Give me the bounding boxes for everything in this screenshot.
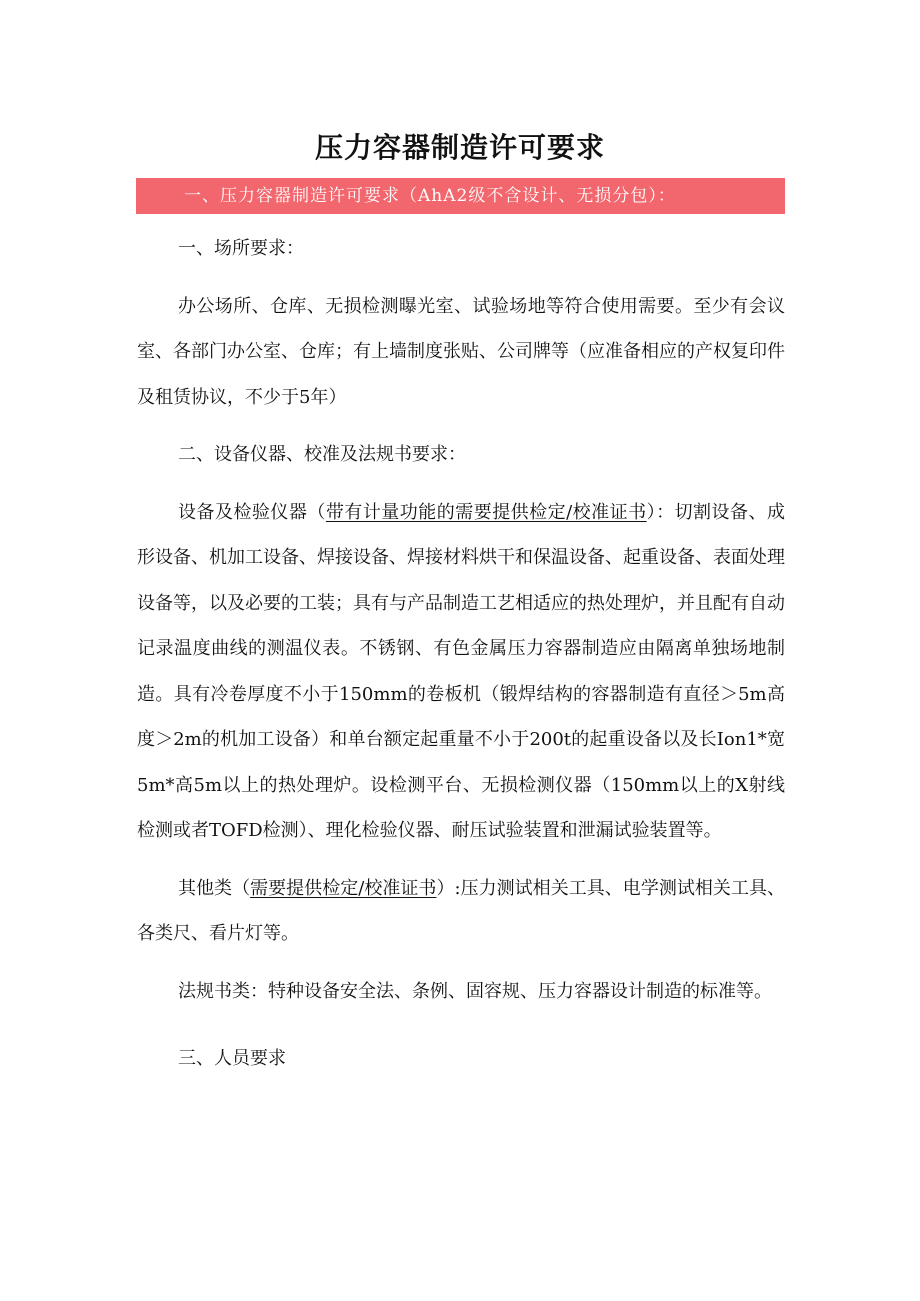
other-lead: 其他类（ (178, 877, 251, 899)
equipment-details: ）：切割设备、成形设备、机加工设备、焊接设备、焊接材料烘干和保温设备、起重设备、表面处理设备等，以及必要的工装；具有与产品制造工艺相适应的热处理炉，并且配有自动记录温度曲线的测温仪表。不锈钢、有色金属压力容器制造应由隔离单独场地制造。具有冷卷厚度不小于150mm的卷板机（锻焊结构的容器制造有直径＞5m高度＞2m的机加工设备）和单台额定起重量不小于200t的起重设备以及长Ion1*宽5m*高5m以上的热处理炉。设检测平台、无损检测仪器（150mm以上的X射线检测或者TOFD检测）、理化检验仪器、耐压试验装置和泄漏试验装置等。 (137, 501, 785, 841)
venue-requirements-text: 办公场所、仓库、无损检测曝光室、试验场地等符合使用需要。至少有会议室、各部门办公室、仓库；有上墙制度张贴、公司牌等（应准备相应的产权复印件及租赁协议，不少于5年） (137, 295, 785, 408)
section-banner: 一、压力容器制造许可要求（AhA2级不含设计、无损分包）： (136, 178, 785, 214)
section-heading-personnel: 三、人员要求 (178, 1048, 286, 1069)
equipment-requirements-text (137, 490, 785, 854)
section-heading-equipment: 二、设备仪器、校准及法规书要求： (178, 444, 466, 465)
regulations-text: 法规书类：特种设备安全法、条例、固容规、压力容器设计制造的标准等。 (178, 980, 772, 1002)
section-heading-venue: 一、场所要求： (178, 238, 304, 259)
equipment-lead: 设备及检验仪器（ (178, 501, 326, 523)
document-body (137, 226, 785, 1082)
other-tools-text (137, 866, 785, 957)
equipment-certificate-note: 带有计量功能的需要提供检定/校准证书 (325, 501, 647, 523)
page-title: 压力容器制造许可要求 (314, 131, 605, 164)
other-certificate-note: 需要提供检定/校准证书 (250, 877, 437, 899)
other-details: ）:压力测试相关工具、电学测试相关工具、各类尺、看片灯等。 (137, 877, 785, 944)
